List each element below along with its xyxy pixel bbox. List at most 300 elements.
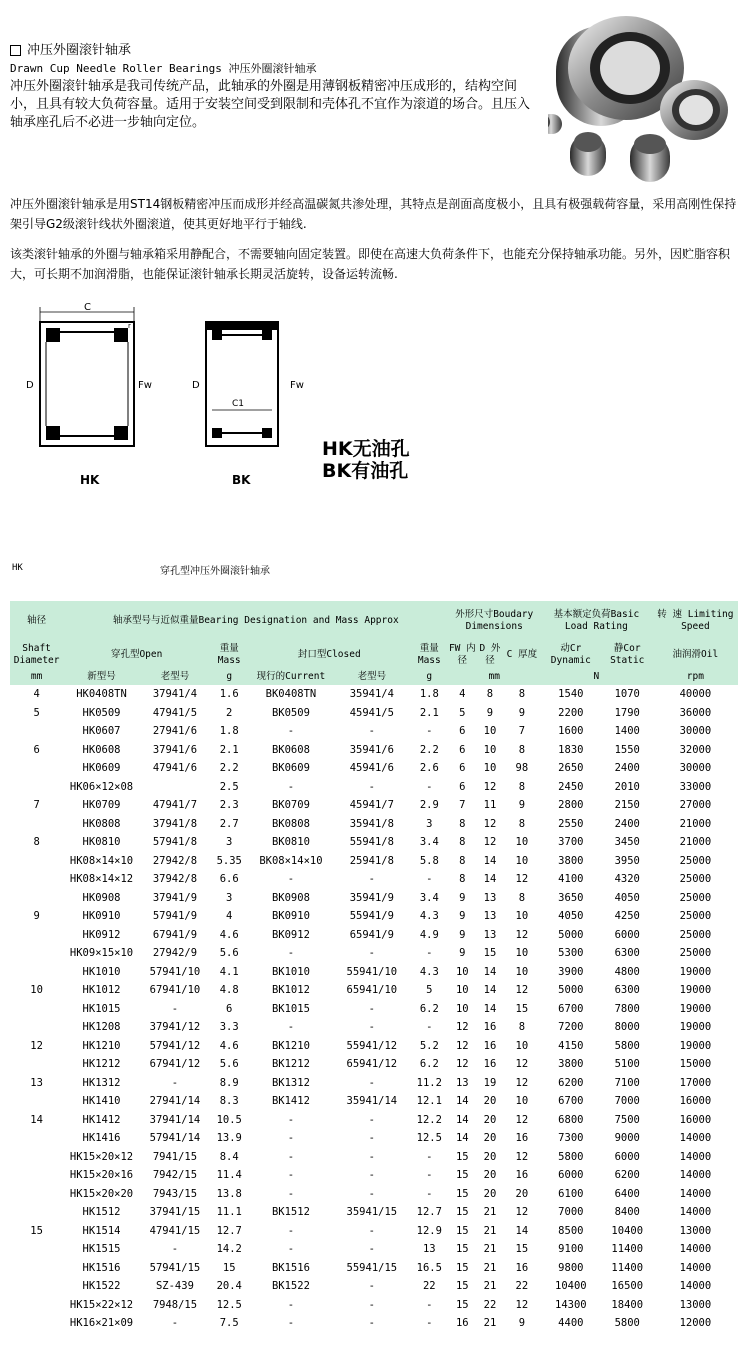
table-row — [10, 1037, 738, 1056]
c-cell: 10 — [515, 1095, 529, 1107]
fw-cell: 15 — [455, 1298, 469, 1311]
speed-cell: 32000 — [679, 743, 712, 756]
hk-section-drawing — [26, 302, 152, 487]
cor-cell: 7000 — [614, 1095, 640, 1107]
fw-cell: 16 — [455, 1317, 469, 1329]
speed-cell: 14000 — [679, 1169, 712, 1181]
mass-closed-cell: 3 — [426, 817, 433, 830]
old-closed-cell: 65941/12 — [346, 1058, 398, 1070]
new-model-cell: HK1010 — [82, 965, 121, 978]
table-row — [10, 852, 738, 871]
fw-cell: 5 — [459, 706, 466, 719]
mass-closed-cell: 3.4 — [419, 836, 439, 848]
d-cell: 8 — [486, 688, 494, 700]
cor-cell: 5800 — [614, 1317, 640, 1329]
speed-cell: 25000 — [679, 910, 712, 922]
shaft-cell: 5 — [33, 706, 40, 719]
fw-cell: 10 — [455, 965, 469, 978]
new-model-cell: HK1015 — [82, 1002, 121, 1015]
current-model-cell: BK1010 — [271, 965, 310, 978]
cr-cell: 3900 — [558, 965, 584, 978]
fw-cell: 7 — [459, 799, 466, 811]
old-model-cell: 57941/9 — [152, 910, 198, 922]
mass-closed-cell: 5.8 — [419, 854, 439, 867]
old-model-cell: 37941/8 — [152, 817, 198, 830]
dim-d-label: D — [26, 380, 34, 391]
old-model-cell: 27942/8 — [152, 854, 198, 867]
d-cell: 21 — [483, 1261, 497, 1274]
c-cell: 12 — [515, 1113, 529, 1126]
d-cell: 16 — [483, 1021, 497, 1033]
old-model-cell: 37941/15 — [149, 1206, 201, 1218]
cor-cell: 11400 — [611, 1243, 644, 1255]
d-cell: 20 — [483, 1095, 497, 1107]
mass-closed-cell: 5.2 — [419, 1039, 439, 1052]
cor-cell: 1400 — [614, 725, 640, 737]
fw-cell: 15 — [455, 1261, 469, 1274]
cor-cell: 10400 — [611, 1224, 644, 1237]
speed-cell: 33000 — [679, 780, 712, 793]
table-row — [10, 963, 738, 982]
c-cell: 8 — [518, 688, 526, 700]
shaft-cell — [10, 722, 63, 741]
new-model-cell: HK08×14×12 — [69, 873, 134, 885]
shaft-cell — [10, 1185, 63, 1204]
oil-hole-note — [322, 438, 410, 482]
cor-cell: 3950 — [614, 854, 640, 867]
mass-open-cell: 8.4 — [219, 1150, 239, 1163]
mass-open-cell: 2.7 — [219, 817, 239, 830]
old-closed-cell: 35941/6 — [349, 743, 394, 756]
old-model-cell: 67941/10 — [149, 984, 201, 996]
dim-fw-label-bk: Fw — [290, 380, 304, 391]
mass-open-cell: 4.8 — [219, 984, 239, 996]
cor-cell: 5800 — [614, 1039, 640, 1052]
table-row — [10, 1277, 738, 1296]
shaft-cell — [10, 1148, 63, 1167]
new-model-cell: HK0808 — [82, 817, 121, 830]
speed-cell: 16000 — [679, 1095, 712, 1107]
old-closed-cell: - — [368, 780, 375, 793]
current-model-cell: BK1210 — [271, 1039, 310, 1052]
shaft-cell — [10, 1296, 63, 1315]
d-cell: 11 — [483, 799, 497, 811]
speed-cell: 13000 — [679, 1224, 712, 1237]
shaft-cell — [10, 1166, 63, 1185]
cor-cell: 3450 — [614, 836, 640, 848]
mass-closed-cell: 4.3 — [419, 965, 439, 978]
new-model-cell: HK1212 — [82, 1058, 121, 1070]
shaft-cell — [10, 1203, 63, 1222]
bk-section-drawing — [192, 322, 304, 487]
old-model-cell: 37941/12 — [149, 1021, 201, 1033]
cr-cell: 3800 — [558, 854, 584, 867]
table-row — [10, 796, 738, 815]
current-model-cell: - — [287, 1169, 295, 1181]
table-row — [10, 704, 738, 723]
cr-cell: 7000 — [558, 1206, 584, 1218]
fw-cell: 9 — [459, 891, 466, 904]
cr-cell: 6200 — [558, 1076, 584, 1089]
c-cell: 8 — [518, 780, 526, 793]
old-model-cell: 7948/15 — [152, 1298, 198, 1311]
old-closed-cell: - — [368, 1187, 375, 1200]
shaft-cell — [10, 1314, 63, 1333]
d-cell: 13 — [483, 928, 497, 941]
bk-label: BK — [232, 473, 251, 487]
fw-cell: 15 — [455, 1187, 469, 1200]
old-model-cell: 57941/14 — [149, 1132, 201, 1144]
table-row — [10, 833, 738, 852]
mass-closed-cell: - — [426, 1150, 433, 1163]
mass-open-cell: 8.9 — [219, 1076, 239, 1089]
current-model-cell: - — [287, 1187, 295, 1200]
old-closed-cell: 35941/8 — [349, 817, 394, 830]
fw-cell: 4 — [459, 688, 466, 700]
speed-cell: 14000 — [679, 1261, 712, 1274]
speed-cell: 13000 — [679, 1298, 712, 1311]
old-closed-cell: 45941/7 — [349, 799, 394, 811]
cr-cell: 2450 — [558, 780, 584, 793]
current-model-cell: - — [287, 1224, 295, 1237]
new-model-cell: HK16×21×09 — [69, 1317, 134, 1329]
new-model-cell: HK1416 — [82, 1132, 121, 1144]
cr-cell: 6100 — [558, 1187, 584, 1200]
cr-cell: 5300 — [558, 947, 584, 959]
cor-cell: 16500 — [611, 1280, 644, 1292]
cor-cell: 6300 — [614, 947, 640, 959]
current-model-cell: BK0509 — [271, 706, 310, 719]
old-model-cell: 47941/7 — [152, 799, 198, 811]
cr-cell: 5000 — [558, 928, 584, 941]
hk-label: HK — [80, 473, 100, 487]
header-cr: 动Cr Dynamic — [540, 641, 602, 669]
fw-cell: 6 — [459, 762, 466, 774]
cr-cell: 1540 — [558, 688, 584, 700]
dim-fw-label: Fw — [138, 380, 152, 391]
fw-cell: 13 — [455, 1076, 469, 1089]
d-cell: 12 — [483, 780, 497, 793]
current-model-cell: BK0808 — [271, 817, 310, 830]
header-current: 现行的Current — [248, 669, 333, 685]
table-row — [10, 685, 738, 704]
mass-closed-cell: 12.9 — [416, 1224, 442, 1237]
table-row — [10, 1203, 738, 1222]
mass-closed-cell: 4.9 — [419, 928, 439, 941]
c-cell: 9 — [518, 706, 526, 719]
specification-table-body — [10, 685, 738, 1333]
current-model-cell: BK0912 — [271, 928, 310, 941]
current-model-cell: - — [287, 1132, 295, 1144]
mass-open-cell: 4.1 — [219, 965, 239, 978]
dim-d-label-bk: D — [192, 380, 200, 391]
old-model-cell: 27941/6 — [152, 725, 198, 737]
shaft-cell — [10, 1129, 63, 1148]
fw-cell: 8 — [459, 873, 466, 885]
cr-cell: 9800 — [558, 1261, 584, 1274]
speed-cell: 14000 — [679, 1280, 712, 1292]
new-model-cell: HK1522 — [82, 1280, 121, 1292]
mass-open-cell: 3 — [226, 836, 233, 848]
d-cell: 20 — [483, 1169, 497, 1181]
cr-cell: 10400 — [555, 1280, 587, 1292]
table-row — [10, 778, 738, 797]
old-closed-cell: 55941/9 — [349, 910, 394, 922]
mass-closed-cell: - — [426, 1317, 433, 1329]
current-model-cell: - — [287, 947, 295, 959]
mass-closed-cell: - — [426, 725, 433, 737]
d-cell: 10 — [483, 743, 497, 756]
mass-open-cell: 12.5 — [216, 1298, 242, 1311]
shaft-cell — [10, 1018, 63, 1037]
table-row — [10, 759, 738, 778]
mass-open-cell: 5.35 — [216, 854, 242, 867]
current-model-cell: - — [287, 1150, 295, 1163]
mass-open-cell: 10.5 — [216, 1113, 242, 1126]
d-cell: 20 — [483, 1132, 497, 1144]
fw-cell: 6 — [459, 743, 466, 756]
table-row — [10, 1018, 738, 1037]
header-old-model: 老型号 — [140, 669, 210, 685]
fw-cell: 9 — [459, 910, 466, 922]
cor-cell: 8000 — [614, 1021, 640, 1033]
header-shaft-en: Shaft Diameter — [10, 641, 63, 669]
shaft-cell — [10, 1259, 63, 1278]
old-model-cell: 7942/15 — [152, 1169, 198, 1181]
shaft-cell: 10 — [30, 984, 43, 996]
shaft-cell — [10, 1277, 63, 1296]
fw-cell: 14 — [455, 1095, 469, 1107]
d-cell: 10 — [483, 762, 497, 774]
speed-cell: 16000 — [679, 1113, 712, 1126]
mass-closed-cell: 12.2 — [416, 1113, 442, 1126]
table-row — [10, 741, 738, 760]
specification-table — [10, 601, 738, 1333]
old-closed-cell: 25941/8 — [349, 854, 394, 867]
cr-cell: 6700 — [558, 1095, 584, 1107]
fw-cell: 10 — [455, 984, 469, 996]
table-row — [10, 926, 738, 945]
cr-cell: 5800 — [558, 1150, 584, 1163]
old-model-cell — [140, 778, 210, 797]
header-designation: 轴承型号与近似重量Bearing Designation and Mass Approx — [63, 601, 448, 641]
shaft-cell — [10, 778, 63, 797]
old-closed-cell: 35941/15 — [346, 1206, 398, 1218]
new-model-cell: HK0709 — [82, 799, 121, 811]
table-row — [10, 1314, 738, 1333]
mass-closed-cell: 6.2 — [419, 1058, 439, 1070]
table-row — [10, 944, 738, 963]
shaft-cell — [10, 870, 63, 889]
cor-cell: 6300 — [614, 984, 640, 996]
fw-cell: 14 — [455, 1113, 469, 1126]
fw-cell: 15 — [455, 1150, 469, 1163]
c-cell: 16 — [515, 1169, 529, 1181]
c-cell: 15 — [515, 1243, 529, 1255]
d-cell: 22 — [483, 1298, 497, 1311]
d-cell: 21 — [483, 1280, 497, 1292]
old-closed-cell: 65941/10 — [346, 984, 398, 996]
current-model-cell: BK0608 — [271, 743, 310, 756]
mass-open-cell: 13.9 — [216, 1132, 242, 1144]
new-model-cell: HK15×20×12 — [69, 1150, 134, 1163]
old-model-cell: - — [171, 1243, 179, 1255]
old-closed-cell: 35941/9 — [349, 891, 394, 904]
c-cell: 10 — [515, 854, 529, 867]
speed-cell: 30000 — [679, 762, 712, 774]
d-cell: 12 — [483, 817, 497, 830]
cor-cell: 2010 — [614, 780, 640, 793]
old-closed-cell: - — [368, 1113, 375, 1126]
table-row — [10, 1074, 738, 1093]
intro-heading-en: Drawn Cup Needle Roller Bearings 冲压外圈滚针轴承 — [10, 62, 317, 75]
cr-cell: 9100 — [558, 1243, 584, 1255]
old-closed-cell: 55941/8 — [349, 836, 394, 848]
cor-cell: 6400 — [614, 1187, 640, 1200]
old-closed-cell: - — [368, 947, 375, 959]
cor-cell: 11400 — [611, 1261, 644, 1274]
d-cell: 21 — [483, 1206, 497, 1218]
new-model-cell: HK1516 — [82, 1261, 121, 1274]
cor-cell: 6000 — [614, 1150, 640, 1163]
c-cell: 9 — [518, 1317, 526, 1329]
mass-open-cell: 2.3 — [219, 799, 239, 811]
c-cell: 20 — [515, 1187, 529, 1200]
d-cell: 21 — [483, 1243, 497, 1255]
cr-cell: 7300 — [558, 1132, 584, 1144]
mass-closed-cell: 16.5 — [416, 1261, 442, 1274]
old-model-cell: 27941/14 — [149, 1095, 201, 1107]
cr-cell: 6800 — [558, 1113, 584, 1126]
dim-c-label: C — [84, 302, 91, 313]
old-model-cell: - — [171, 1317, 179, 1329]
cor-cell: 1790 — [614, 706, 640, 719]
shaft-cell: 15 — [30, 1224, 43, 1237]
bearing-section-diagram — [20, 300, 320, 490]
shaft-cell — [10, 889, 63, 908]
cor-cell: 5100 — [614, 1058, 640, 1070]
table-row — [10, 1166, 738, 1185]
new-model-cell: HK15×20×16 — [69, 1169, 134, 1181]
cr-cell: 6000 — [558, 1169, 584, 1181]
old-closed-cell: - — [368, 1169, 375, 1181]
old-closed-cell: - — [368, 1298, 375, 1311]
speed-cell: 30000 — [679, 725, 712, 737]
mass-open-cell: 2.2 — [219, 762, 239, 774]
cr-cell: 2650 — [558, 762, 584, 774]
c-cell: 12 — [515, 1076, 529, 1089]
mass-closed-cell: 11.2 — [416, 1076, 442, 1089]
d-cell: 13 — [483, 891, 497, 904]
current-model-cell: - — [287, 1243, 295, 1255]
shaft-cell — [10, 1055, 63, 1074]
shaft-cell: 9 — [33, 910, 40, 922]
new-model-cell: HK1410 — [82, 1095, 121, 1107]
current-model-cell: BK0810 — [271, 836, 310, 848]
cr-cell: 3700 — [558, 836, 584, 848]
d-cell: 16 — [483, 1039, 497, 1052]
shaft-cell — [10, 1092, 63, 1111]
old-model-cell: 67941/9 — [152, 928, 198, 941]
shaft-cell: 14 — [30, 1113, 43, 1126]
c-cell: 10 — [515, 965, 529, 978]
mass-open-cell: 5.6 — [219, 947, 239, 959]
speed-cell: 12000 — [679, 1317, 712, 1329]
current-model-cell: BK1212 — [271, 1058, 310, 1070]
old-closed-cell: 55941/12 — [346, 1039, 398, 1052]
mass-closed-cell: 2.6 — [419, 762, 439, 774]
old-model-cell: 7941/15 — [152, 1150, 198, 1163]
new-model-cell: HK0912 — [82, 928, 121, 941]
old-closed-cell: 65941/9 — [349, 928, 394, 941]
description-paragraph-1: 冲压外圈滚针轴承是用ST14钢板精密冲压而成形并经高温碳氮共渗处理，其特点是剖面高度极小，且具有极强载荷容量，采用高刚性保持架引导G2级滚针线状外圈滚道，使其更好地平行于轴线. — [10, 197, 737, 231]
dim-r-label: r — [128, 322, 131, 330]
speed-cell: 25000 — [679, 873, 712, 885]
table-row — [10, 889, 738, 908]
old-closed-cell: - — [368, 1132, 375, 1144]
fw-cell: 9 — [459, 947, 466, 959]
d-cell: 14 — [483, 984, 497, 996]
old-model-cell: 37941/6 — [152, 743, 198, 756]
shaft-cell — [10, 759, 63, 778]
fw-cell: 8 — [459, 836, 466, 848]
intro-body: 冲压外圈滚针轴承是我司传统产品，此轴承的外圈是用薄钢板精密冲压成形的，结构空间小，且具有较大负荷容量。适用于安装空间受到限制和壳体孔不宜作为滚道的场合。且压入轴承座孔后不必进一步轴向定位。 — [10, 79, 531, 130]
fw-cell: 15 — [455, 1206, 469, 1218]
mass-open-cell: 4 — [226, 910, 233, 922]
header-old-model-closed: 老型号 — [334, 669, 411, 685]
c-cell: 10 — [515, 947, 529, 959]
header-c: C 厚度 — [504, 641, 540, 669]
table-row — [10, 907, 738, 926]
old-model-cell: 37941/4 — [152, 688, 198, 700]
d-cell: 20 — [483, 1187, 497, 1200]
old-model-cell: 57941/12 — [149, 1039, 201, 1052]
old-closed-cell: - — [368, 1150, 375, 1163]
d-cell: 14 — [483, 965, 497, 978]
shaft-cell: 6 — [33, 743, 40, 756]
mass-closed-cell: 2.9 — [419, 799, 439, 811]
d-cell: 14 — [483, 854, 497, 867]
cor-cell: 1550 — [614, 743, 640, 756]
speed-cell: 19000 — [679, 1039, 712, 1052]
new-model-cell: HK1312 — [82, 1076, 121, 1089]
mass-closed-cell: - — [426, 1298, 433, 1311]
current-model-cell: - — [287, 1317, 295, 1329]
fw-cell: 15 — [455, 1243, 469, 1255]
mass-closed-cell: - — [426, 1021, 433, 1033]
current-model-cell: BK1312 — [271, 1076, 310, 1089]
mass-open-cell: 4.6 — [219, 928, 239, 941]
speed-cell: 17000 — [679, 1076, 712, 1089]
speed-cell: 15000 — [679, 1058, 712, 1070]
current-model-cell: BK1512 — [271, 1206, 310, 1218]
old-closed-cell: 55941/10 — [346, 965, 398, 978]
unit-n: N — [540, 669, 653, 685]
mass-closed-cell: 1.8 — [419, 688, 439, 700]
mass-open-cell: 20.4 — [216, 1280, 242, 1292]
mass-open-cell: 7.5 — [219, 1317, 239, 1329]
description-paragraph-2: 该类滚针轴承的外圈与轴承箱采用静配合，不需要轴向固定装置。即使在高速大负荷条件下，也能充分保持轴承功能。另外，因贮脂容积大，可长期不加润滑脂，也能保证滚针轴承长期灵活旋转，设备运转流畅. — [10, 247, 731, 281]
mass-closed-cell: 6.2 — [419, 1002, 439, 1015]
d-cell: 14 — [483, 873, 497, 885]
old-closed-cell: - — [368, 1076, 375, 1089]
speed-cell: 14000 — [679, 1187, 712, 1200]
cor-cell: 8400 — [614, 1206, 640, 1218]
current-model-cell: BK1015 — [271, 1002, 310, 1015]
table-row — [10, 1000, 738, 1019]
mass-closed-cell: - — [426, 873, 433, 885]
c-cell: 12 — [515, 1150, 529, 1163]
